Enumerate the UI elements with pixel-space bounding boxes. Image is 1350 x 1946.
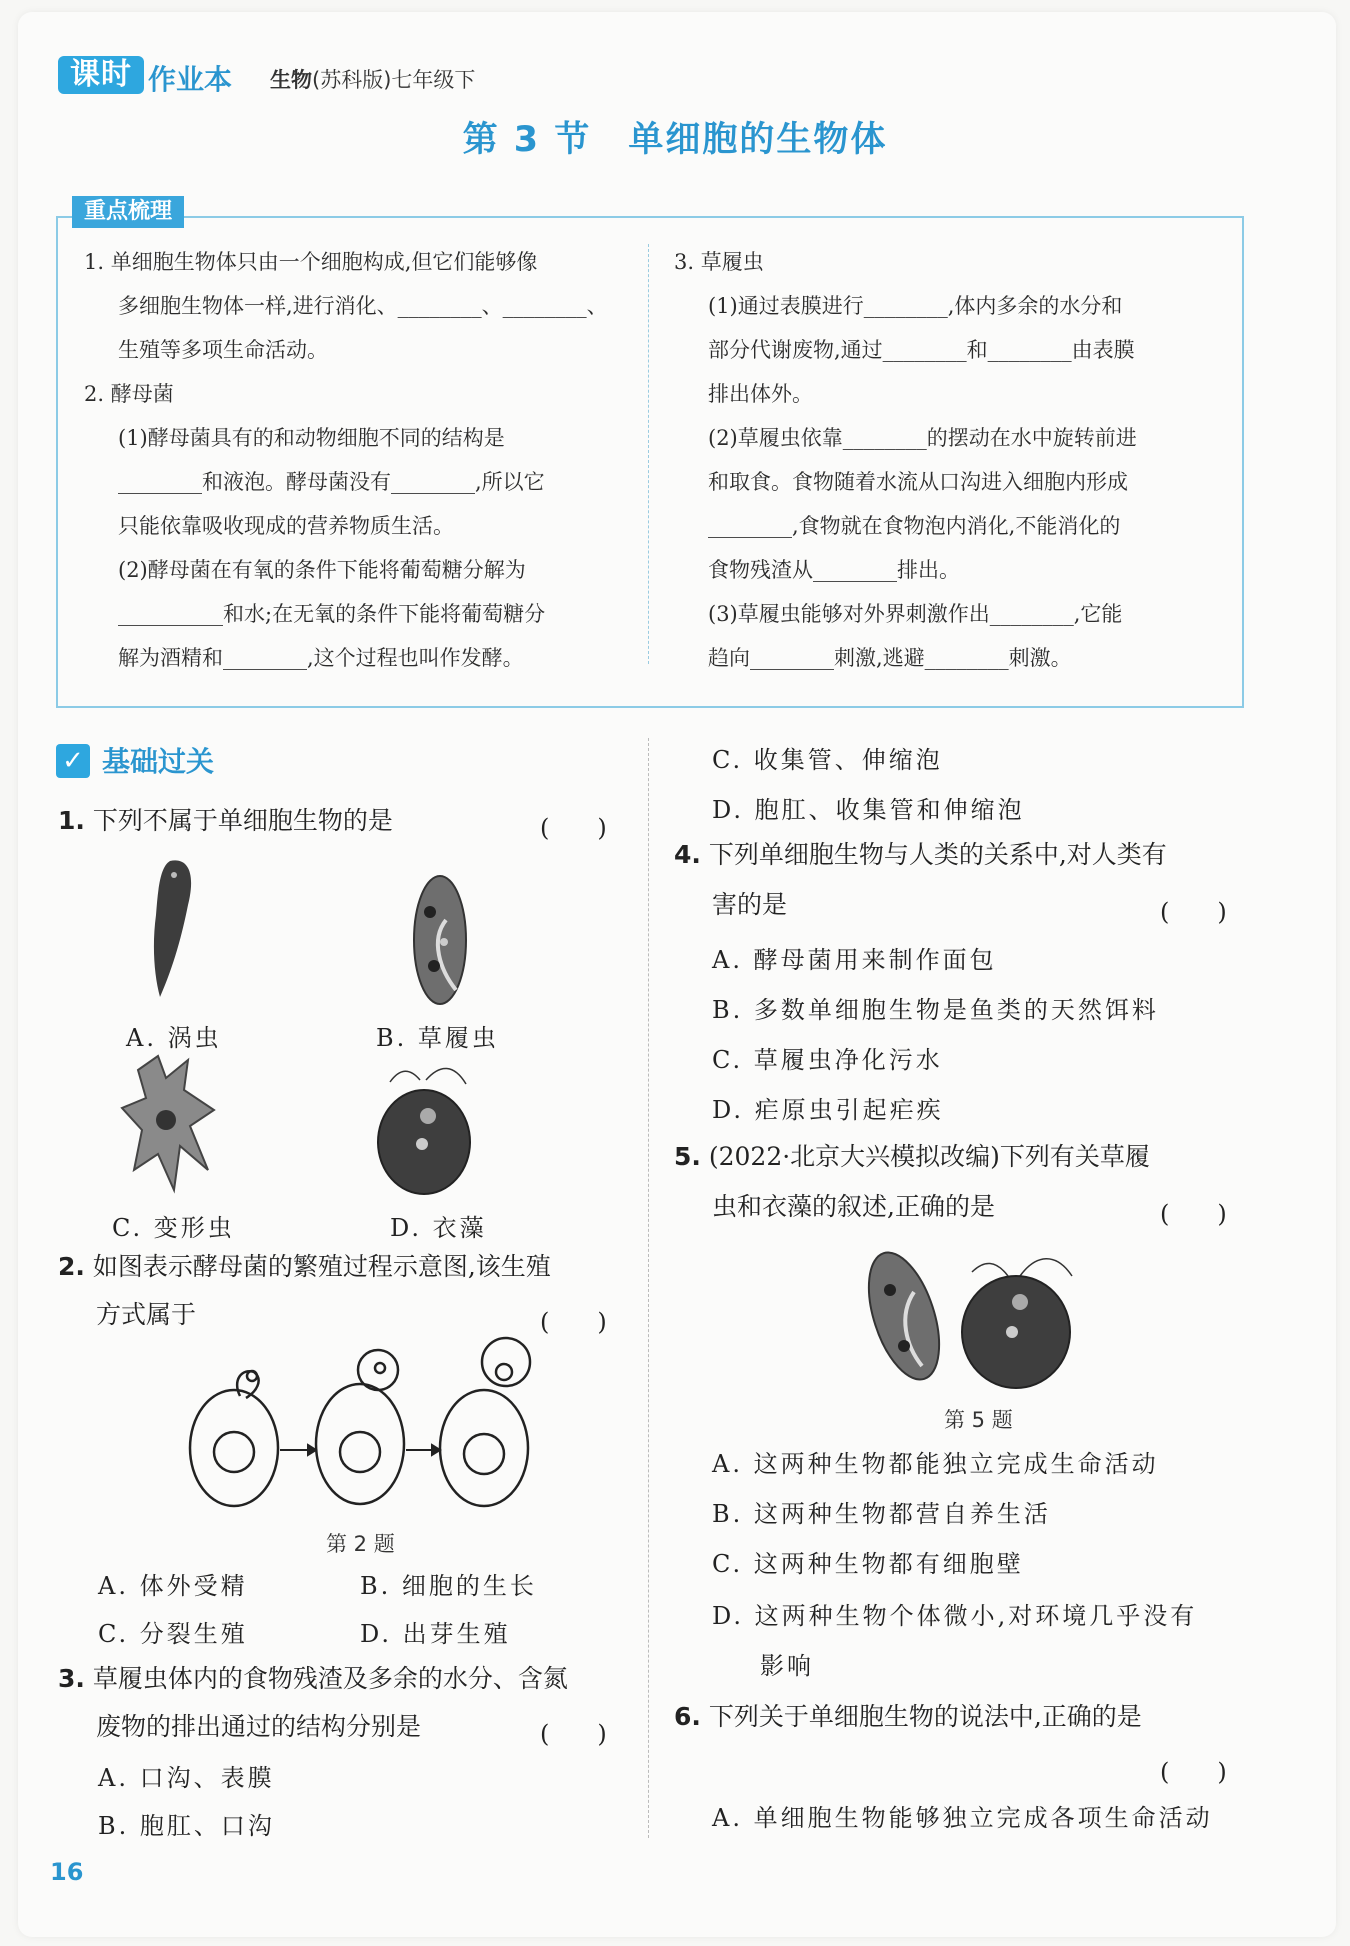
kp-left-8: (2)酵母菌在有氧的条件下能将葡萄糖分解为 — [118, 558, 526, 582]
q2-option-c: C. 分裂生殖 — [98, 1620, 248, 1648]
q2-line1: 如图表示酵母菌的繁殖过程示意图,该生殖 — [92, 1252, 551, 1281]
chlamydomonas-image — [370, 1060, 480, 1200]
q3-stem-line1 — [58, 1654, 568, 1704]
kp-left-2: 多细胞生物体一样,进行消化、________、________、 — [118, 294, 608, 318]
q2-stem-line2: 方式属于 — [96, 1300, 197, 1329]
q3-option-a: A. 口沟、表膜 — [98, 1764, 275, 1792]
kp-right-5: (2)草履虫依靠________的摆动在水中旋转前进 — [708, 426, 1137, 450]
q3-number: 3. — [58, 1664, 85, 1693]
q4-answer-blank[interactable]: ( ) — [1160, 898, 1227, 926]
q1-stem — [58, 796, 393, 846]
key-points-tag: 重点梳理 — [72, 196, 184, 228]
q3-option-c: C. 收集管、伸缩泡 — [712, 746, 943, 774]
kp-right-8: 食物残渣从________排出。 — [708, 558, 960, 582]
q4-number: 4. — [674, 840, 701, 869]
kp-left-1: 1. 单细胞生物体只由一个细胞构成,但它们能够像 — [84, 250, 538, 274]
subject-name: 生物 — [270, 68, 312, 92]
q2-option-b: B. 细胞的生长 — [360, 1572, 537, 1600]
kp-left-3: 生殖等多项生命活动。 — [118, 338, 328, 362]
q2-stem-line1 — [58, 1242, 551, 1292]
q2-number: 2. — [58, 1252, 85, 1281]
logo-text: 作业本 — [148, 63, 233, 96]
basic-section-title: 基础过关 — [102, 745, 215, 778]
q3-answer-blank[interactable]: ( ) — [540, 1720, 607, 1748]
kp-right-6: 和取食。食物随着水流从口沟进入细胞内形成 — [708, 470, 1128, 494]
q5-option-b: B. 这两种生物都营自养生活 — [712, 1500, 1051, 1528]
q4-option-c: C. 草履虫净化污水 — [712, 1046, 943, 1074]
kp-right-9: (3)草履虫能够对外界刺激作出________,它能 — [708, 602, 1123, 626]
kp-left-9: __________和水;在无氧的条件下能将葡萄糖分 — [118, 602, 546, 626]
q5-stem-line2: 虫和衣藻的叙述,正确的是 — [712, 1192, 995, 1221]
q4-stem-line1 — [674, 830, 1167, 880]
yeast-budding-diagram — [180, 1340, 540, 1510]
q5-option-a: A. 这两种生物都能独立完成生命活动 — [712, 1450, 1159, 1478]
kp-right-2: (1)通过表膜进行________,体内多余的水分和 — [708, 294, 1123, 318]
q5-line1: (2022·北京大兴模拟改编)下列有关草履 — [708, 1142, 1150, 1171]
q6-text: 下列关于单细胞生物的说法中,正确的是 — [708, 1702, 1142, 1731]
q1-option-d: D. 衣藻 — [390, 1214, 487, 1242]
kp-right-10: 趋向________刺激,逃避________刺激。 — [708, 646, 1072, 670]
kp-left-7: 只能依靠吸收现成的营养物质生活。 — [118, 514, 454, 538]
q1-text: 下列不属于单细胞生物的是 — [92, 806, 393, 835]
key-points-divider — [648, 244, 649, 664]
paramecium-chlamydomonas-image — [860, 1246, 1110, 1396]
q6-answer-blank[interactable]: ( ) — [1160, 1758, 1227, 1786]
kp-left-10: 解为酒精和________,这个过程也叫作发酵。 — [118, 646, 524, 670]
q5-option-d: D. 这两种生物个体微小,对环境几乎没有 — [712, 1602, 1198, 1630]
q1-option-b: B. 草履虫 — [376, 1024, 499, 1052]
q5-stem-line1 — [674, 1132, 1150, 1182]
section-title: 第 3 节 单细胞的生物体 — [462, 120, 888, 160]
q5-answer-blank[interactable]: ( ) — [1160, 1200, 1227, 1228]
subject-line — [270, 64, 475, 94]
q5-option-c: C. 这两种生物都有细胞壁 — [712, 1550, 1024, 1578]
kp-left-5: (1)酵母菌具有的和动物细胞不同的结构是 — [118, 426, 505, 450]
q5-figure-caption: 第 5 题 — [944, 1408, 1013, 1432]
q4-option-d: D. 疟原虫引起疟疾 — [712, 1096, 944, 1124]
logo-mark: 课时 — [58, 56, 144, 94]
kp-right-3: 部分代谢废物,通过________和________由表膜 — [708, 338, 1135, 362]
kp-right-1: 3. 草履虫 — [674, 250, 764, 274]
q6-number: 6. — [674, 1702, 701, 1731]
q2-figure-caption: 第 2 题 — [326, 1532, 395, 1556]
q4-option-a: A. 酵母菌用来制作面包 — [712, 946, 997, 974]
q3-stem-line2: 废物的排出通过的结构分别是 — [96, 1712, 422, 1741]
q4-line1: 下列单细胞生物与人类的关系中,对人类有 — [708, 840, 1167, 869]
q3-option-d: D. 胞肛、收集管和伸缩泡 — [712, 796, 1025, 824]
q1-option-c: C. 变形虫 — [112, 1214, 235, 1242]
q4-stem-line2: 害的是 — [712, 890, 788, 919]
edition: (苏科版)七年级下 — [312, 68, 476, 92]
q4-option-b: B. 多数单细胞生物是鱼类的天然饵料 — [712, 996, 1159, 1024]
q5-option-d-cont: 影响 — [760, 1652, 814, 1680]
q1-number: 1. — [58, 806, 85, 835]
q2-option-d: D. 出芽生殖 — [360, 1620, 511, 1648]
q5-number: 5. — [674, 1142, 701, 1171]
q6-stem — [674, 1692, 1142, 1742]
checkbox-icon: ✓ — [56, 744, 90, 778]
q6-option-a: A. 单细胞生物能够独立完成各项生命活动 — [712, 1804, 1213, 1832]
kp-right-4: 排出体外。 — [708, 382, 813, 406]
flatworm-image — [130, 855, 210, 1005]
column-divider — [648, 738, 649, 1838]
page-number: 16 — [50, 1858, 84, 1886]
paramecium-image — [400, 870, 480, 1020]
q1-answer-blank[interactable]: ( ) — [540, 814, 607, 842]
kp-right-7: ________,食物就在食物泡内消化,不能消化的 — [708, 514, 1121, 538]
q2-answer-blank[interactable]: ( ) — [540, 1308, 607, 1336]
kp-left-4: 2. 酵母菌 — [84, 382, 174, 406]
q2-option-a: A. 体外受精 — [98, 1572, 248, 1600]
amoeba-image — [118, 1050, 228, 1200]
q3-line1: 草履虫体内的食物残渣及多余的水分、含氮 — [92, 1664, 568, 1693]
q1-option-a: A. 涡虫 — [126, 1024, 222, 1052]
kp-left-6: ________和液泡。酵母菌没有________,所以它 — [118, 470, 545, 494]
q3-option-b: B. 胞肛、口沟 — [98, 1812, 275, 1840]
